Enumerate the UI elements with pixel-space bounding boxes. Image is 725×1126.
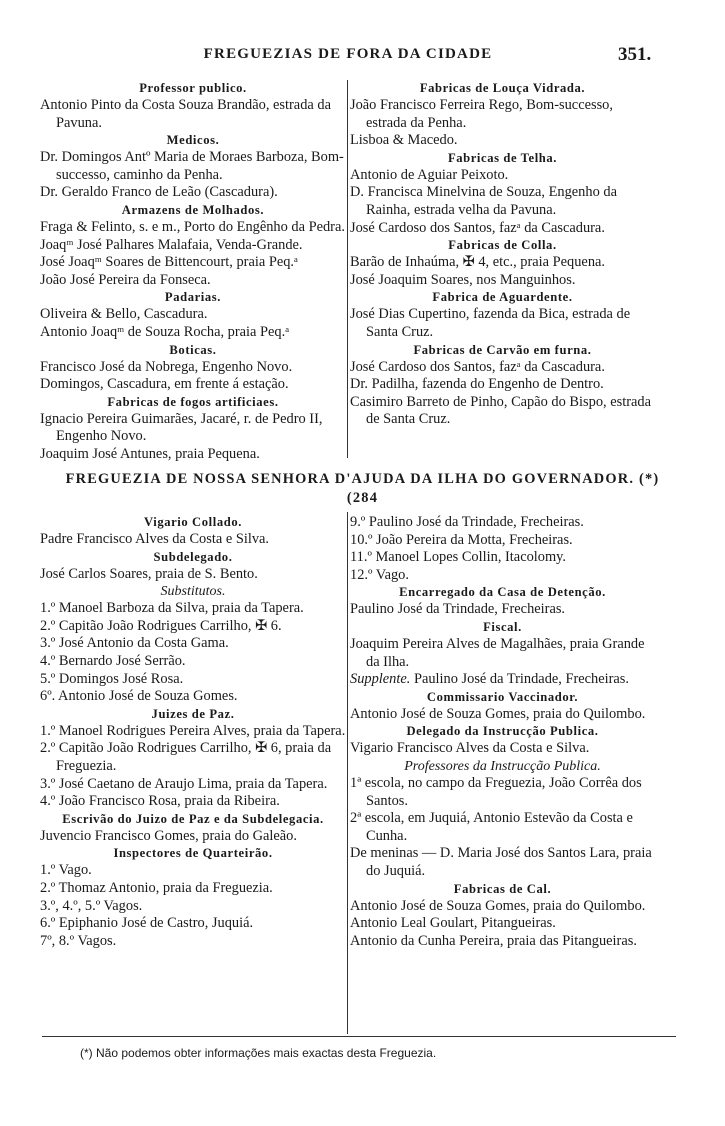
entry: Padre Francisco Alves da Costa e Silva. — [40, 531, 270, 547]
entry: 1.º Manoel Rodrigues Pereira Alves, praia da Tapera. — [40, 722, 346, 739]
entry: Joaquim José Antunes, praia Pequena. — [40, 445, 260, 462]
entry — [350, 671, 655, 689]
entry: Paulino José da Trindade, Frecheiras. — [350, 601, 566, 618]
entry: Casimiro Barreto de Pinho, Capão do Bispo, estrada de Santa Cruz. — [350, 393, 651, 428]
entry: Juvencio Francisco Gomes, praia do Galeão. — [40, 827, 297, 844]
entry: 3.º, 4.º, 5.º Vagos. — [40, 897, 143, 914]
section-heading: Medicos. — [166, 133, 220, 148]
entry: 1ª escola, no campo da Freguezia, João Corrêa dos Santos. — [350, 774, 642, 809]
entry: Oliveira & Bello, Cascadura. — [40, 306, 208, 323]
entry: Antonio Pinto da Costa Souza Brandão, estrada da Pavuna. — [40, 97, 331, 131]
page-number: 351. — [618, 44, 652, 65]
entry: Antonio José de Souza Gomes, praia do Quilombo. — [350, 897, 646, 914]
entry: 2.º Capitão João Rodrigues Carrilho, ✠ 6. — [40, 617, 282, 634]
entry: 2.º Capitão João Rodrigues Carrilho, ✠ 6, praia da Freguezia. — [40, 740, 332, 774]
entry: Antonio Joaqᵐ de Souza Rocha, praia Peq.ᵃ — [40, 323, 290, 340]
entry: Domingos, Cascadura, em frente á estação. — [40, 376, 289, 393]
entry: Francisco José da Nobrega, Engenho Novo. — [40, 358, 293, 375]
supplente-label: Supplente. — [350, 671, 411, 688]
entry: José Cardoso dos Santos, fazᵃ da Cascadura. — [350, 219, 605, 236]
entry: D. Francisca Minelvina de Souza, Engenho da Rainha, estrada velha da Pavuna. — [350, 184, 617, 218]
section-heading: Professores da Instrucção Publica. — [404, 758, 601, 774]
top-left-column — [40, 80, 346, 464]
entry: Dr. Padilha, fazenda do Engenho de Dentro. — [350, 376, 604, 393]
entry: José Dias Cupertino, fazenda da Bica, estrada de Santa Cruz. — [350, 306, 631, 340]
entry: José Carlos Soares, praia de S. Bento. — [40, 565, 258, 582]
footnote: (*) Não podemos obter informações mais exactas desta Freguezia. — [80, 1046, 437, 1060]
entry: Joaquim Pereira Alves de Magalhães, praia Grande da Ilha. — [350, 635, 645, 670]
entry: Antonio da Cunha Pereira, praia das Pitangueiras. — [350, 932, 637, 949]
entry: 2.º Thomaz Antonio, praia da Freguezia. — [40, 879, 273, 896]
entry: 12.º Vago. — [350, 566, 409, 583]
section-heading: Fabricas de Cal. — [453, 881, 552, 896]
section-heading: Fabricas de Colla. — [448, 238, 557, 253]
running-head: FREGUEZIAS DE FORA DA CIDADE — [203, 46, 493, 62]
entry: Joaqᵐ José Palhares Malafaia, Venda-Grande. — [40, 236, 303, 253]
entry: José Joaqᵐ Soares de Bittencourt, praia Peq.ᵃ — [40, 254, 298, 271]
entry: 6.º Epiphanio José de Castro, Juquiá. — [40, 915, 254, 932]
entry: João Francisco Ferreira Rego, Bom-successo, estrada da Penha. — [350, 97, 613, 131]
section-heading: Fabricas de Louça Vidrada. — [419, 81, 586, 95]
entry: 2ª escola, em Juquiá, Antonio Estevão da Costa e Cunha. — [350, 810, 633, 844]
entry: Dr. Geraldo Franco de Leão (Cascadura). — [40, 184, 278, 201]
supplente-name: Paulino José da Trindade, Frecheiras. — [413, 671, 629, 688]
section-heading: Fabricas de Carvão em furna. — [413, 342, 592, 357]
entry: Antonio José de Souza Gomes, praia do Quilombo. — [350, 705, 646, 722]
entry: 4.º João Francisco Rosa, praia da Ribeira. — [40, 793, 280, 810]
section-heading: Fabricas de Telha. — [447, 150, 558, 165]
entry: 11.º Manoel Lopes Collin, Itacolomy. — [350, 549, 567, 566]
section-heading: Escrivão do Juizo de Paz e da Subdelegacia. — [62, 811, 324, 826]
entry: João José Pereira da Fonseca. — [40, 271, 211, 288]
section-title: FREGUEZIA DE NOSSA SENHORA D'AJUDA DA ILHA DO GOVERNADOR. (*) (284 — [65, 471, 660, 506]
entry: 1.º Vago. — [40, 862, 92, 879]
section-heading: Boticas. — [169, 342, 217, 357]
section-heading: Commissario Vaccinador. — [426, 689, 579, 704]
entry: 6º. Antonio José de Souza Gomes. — [40, 688, 238, 705]
section-heading: Inspectores de Quarteirão. — [113, 846, 273, 861]
entry: José Cardoso dos Santos, fazᵃ da Cascadura. — [350, 358, 605, 375]
section-heading: Padarias. — [164, 290, 222, 305]
entry: 10.º João Pereira da Motta, Frecheiras. — [350, 531, 573, 548]
section-heading: Encarregado da Casa de Detenção. — [399, 585, 606, 600]
entry: Antonio Leal Goulart, Pitangueiras. — [350, 915, 556, 932]
bottom-left-column — [40, 514, 346, 950]
entry: 7º, 8.º Vagos. — [40, 932, 117, 949]
section-heading: Subdelegado. — [153, 549, 233, 564]
section-heading: Professor publico. — [139, 81, 247, 95]
entry: Antonio de Aguiar Peixoto. — [350, 166, 509, 183]
column-divider-bottom — [347, 512, 348, 1034]
column-divider-top — [347, 80, 348, 458]
entry: 5.º Domingos José Rosa. — [40, 670, 184, 687]
entry: 3.º José Antonio da Costa Gama. — [40, 635, 229, 652]
footnote-rule — [42, 1036, 676, 1037]
entry: Dr. Domingos Antº Maria de Moraes Barboza, Bom-successo, caminho da Penha. — [40, 149, 344, 183]
entry: Vigario Francisco Alves da Costa e Silva. — [350, 740, 590, 757]
entry: 3.º José Caetano de Araujo Lima, praia da Tapera. — [40, 775, 328, 792]
entry: Ignacio Pereira Guimarães, Jacaré, r. de Pedro II, Engenho Novo. — [40, 410, 323, 445]
entry: 1.º Manoel Barboza da Silva, praia da Tapera. — [40, 600, 304, 617]
section-heading: Fabricas de fogos artificiaes. — [107, 394, 279, 409]
section-heading: Substitutos. — [160, 584, 226, 600]
entry: De meninas — D. Maria José dos Santos Lara, praia do Juquiá. — [350, 845, 652, 879]
bottom-right-column — [350, 514, 655, 950]
section-heading: Armazens de Molhados. — [121, 202, 265, 217]
entry: 9.º Paulino José da Trindade, Frecheiras. — [350, 514, 584, 530]
entry: 4.º Bernardo José Serrão. — [40, 652, 186, 669]
top-right-column — [350, 80, 655, 429]
section-heading: Delegado da Instrucção Publica. — [406, 724, 599, 739]
section-heading: Fabrica de Aguardente. — [432, 290, 573, 305]
section-heading: Fiscal. — [483, 619, 522, 634]
entry: Barão de Inhaúma, ✠ 4, etc., praia Pequena. — [350, 254, 605, 271]
entry: José Joaquim Soares, nos Manguinhos. — [350, 271, 576, 288]
entry: Lisboa & Macedo. — [350, 132, 458, 149]
entry: Fraga & Felinto, s. e m., Porto do Engênho da Pedra. — [40, 218, 345, 235]
section-heading: Vigario Collado. — [144, 515, 242, 529]
section-heading: Juizes de Paz. — [151, 706, 235, 721]
